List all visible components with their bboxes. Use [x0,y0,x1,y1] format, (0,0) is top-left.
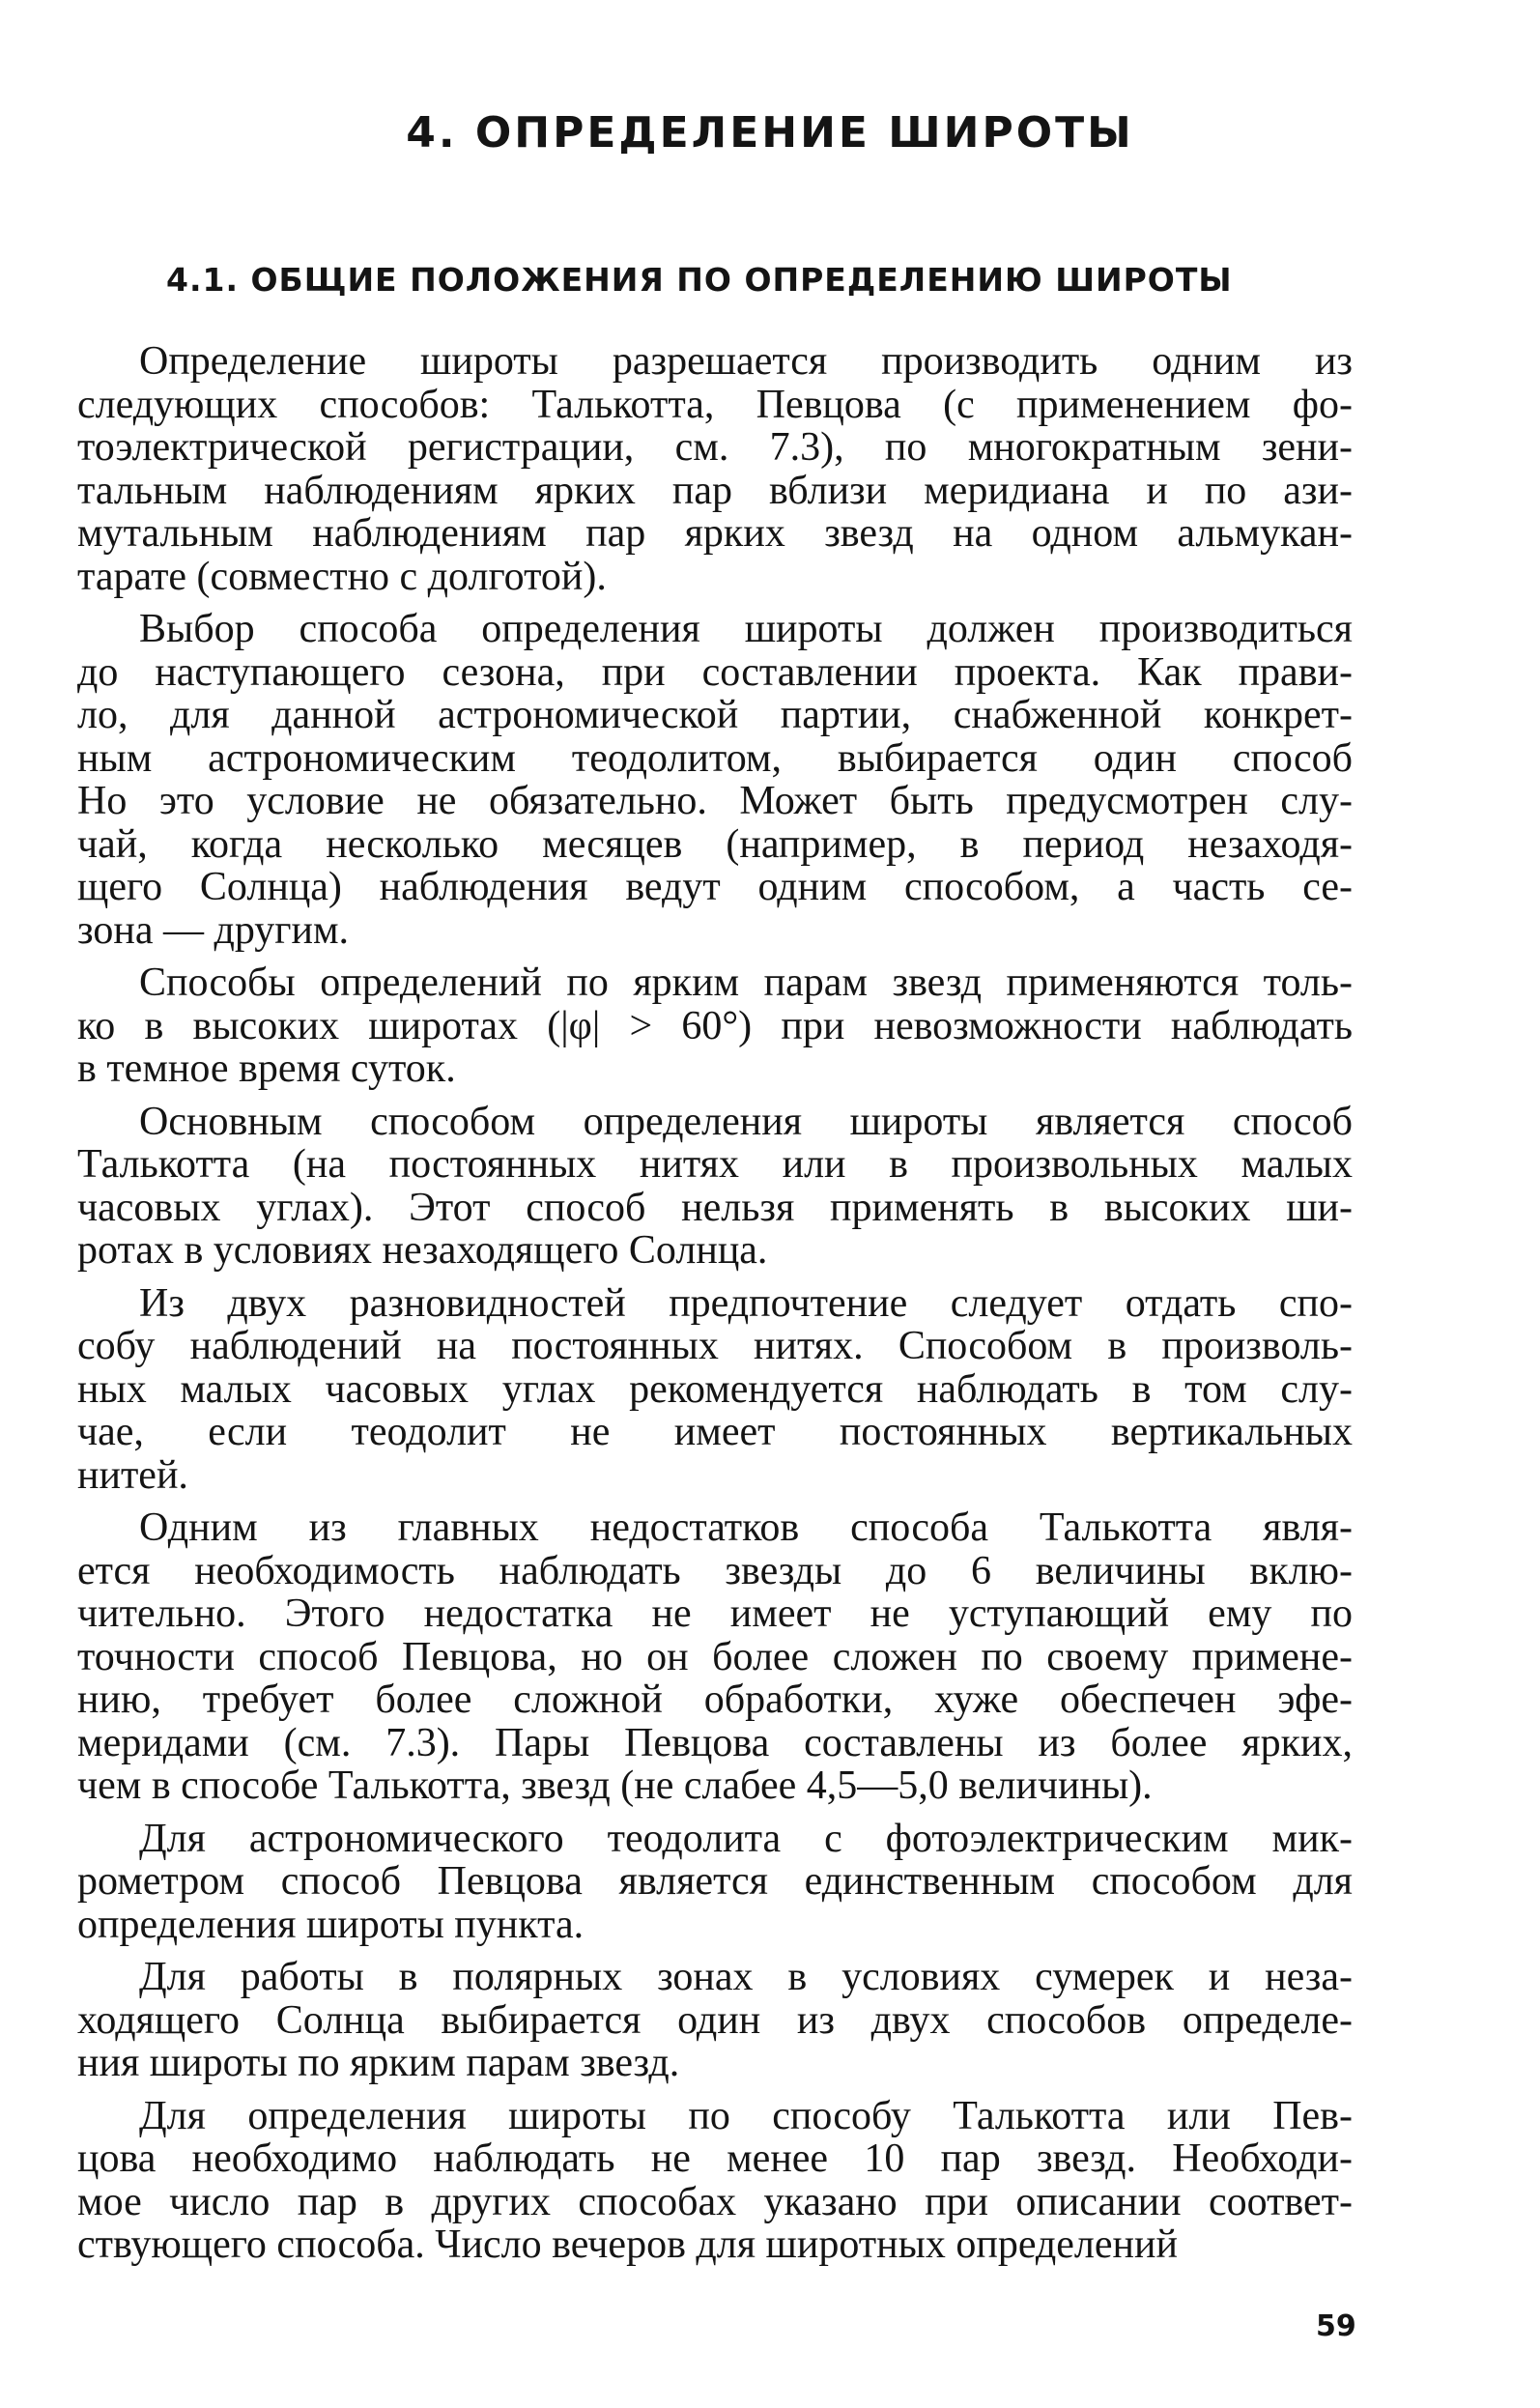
text-line: ствующего способа. Число вечеров для широтных определений [77,2222,1178,2267]
paragraph [77,340,1353,598]
text-line: рометром способ Певцова является единственным способом для [77,1859,1353,1904]
text-line: Но это условие не обязательно. Может быть предусмотрен слу- [77,779,1353,823]
text-line: Способы определений по ярким парам звезд применяются толь- [139,960,1353,1005]
text-line: зона — другим. [77,907,350,953]
text-line: ло, для данной астрономической партии, снабженной конкрет- [77,693,1353,737]
text-line: определения широты пункта. [77,1902,585,1947]
page-number: 59 [1316,2309,1356,2343]
text-line: ным астрономическим теодолитом, выбирается один способ [77,735,1353,781]
chapter-title: 4. ОПРЕДЕЛЕНИЕ ШИРОТЫ [406,108,1134,158]
text-line: до наступающего сезона, при составлении проекта. Как прави- [77,649,1353,695]
text-line: чай, когда несколько месяцев (например, в период незаходя- [77,821,1353,867]
text-line: тальным наблюдениям ярких пар вблизи меридиана и по ази- [77,468,1353,513]
text-line: Из двух разновидностей предпочтение следует отдать спо- [139,1280,1353,1326]
text-line: часовых углах). Этот способ нельзя применять в высоких ши- [77,1185,1353,1230]
text-line: ется необходимость наблюдать звезды до 6 величины вклю- [77,1548,1353,1593]
body-text [77,340,1353,2277]
text-line: Для работы в полярных зонах в условиях сумерек и неза- [139,1955,1353,1999]
paragraph [77,1506,1353,1808]
text-line: Основным способом определения широты является способ [139,1099,1353,1144]
text-line: Для астрономического теодолита с фотоэлектрическим мик- [139,1816,1353,1861]
text-line: чительно. Этого недостатка не имеет не уступающий ему по [77,1591,1353,1636]
paragraph [77,608,1353,952]
text-line: ных малых часовых углах рекомендуется наблюдать в том слу- [77,1366,1353,1412]
text-line: Одним из главных недостатков способа Талькотта явля- [139,1505,1353,1550]
text-line: Выбор способа определения широты должен производиться [139,607,1353,651]
text-line: меридами (см. 7.3). Пары Певцова составлены из более ярких, [77,1720,1353,1765]
text-line: чае, если теодолит не имеет постоянных вертикальных [77,1410,1353,1454]
text-line: Определение широты разрешается производить одним из [139,339,1353,384]
text-line: следующих способов: Талькотта, Певцова (с применением фо- [77,382,1353,427]
paragraph [77,961,1353,1091]
text-line: в темное время суток. [77,1046,456,1091]
paragraph [77,1282,1353,1498]
text-line: собу наблюдений на постоянных нитях. Способом в произволь- [77,1324,1353,1368]
text-line: чем в способе Талькотта, звезд (не слабее 4,5—5,0 величины). [77,1763,1153,1808]
paragraph [77,1818,1353,1947]
text-line: ходящего Солнца выбирается один из двух способов определе- [77,1997,1353,2043]
text-line: щего Солнца) наблюдения ведут одним способом, а часть се- [77,865,1353,909]
text-line: ко в высоких широтах (|φ| > 60°) при невозможности наблюдать [77,1003,1353,1048]
text-line: тарате (совместно с долготой). [77,554,607,599]
text-line: нитей. [77,1452,188,1498]
text-line: тоэлектрической регистрации, см. 7.3), по многократным зени- [77,425,1353,470]
text-line: точности способ Певцова, но он более сложен по своему примене- [77,1634,1353,1679]
text-line: мое число пар в других способах указано при описании соответ- [77,2179,1353,2224]
paragraph [77,1101,1353,1273]
text-line: мутальным наблюдениям пар ярких звезд на одном альмукан- [77,511,1353,556]
text-line: ротах в условиях незаходящего Солнца. [77,1228,768,1273]
paragraph [77,2095,1353,2267]
text-line: Для определения широты по способу Талькотта или Пев- [139,2093,1353,2138]
text-line: Талькотта (на постоянных нитях или в произвольных малых [77,1142,1353,1187]
text-line: ния широты по ярким парам звезд. [77,2041,680,2085]
text-line: нию, требует более сложной обработки, хуже обеспечен эфе- [77,1677,1353,1722]
section-title: 4.1. ОБЩИЕ ПОЛОЖЕНИЯ ПО ОПРЕДЕЛЕНИЮ ШИРОТЫ [166,261,1233,299]
paragraph [77,1956,1353,2085]
text-line: цова необходимо наблюдать не менее 10 пар звезд. Необходи- [77,2136,1353,2181]
